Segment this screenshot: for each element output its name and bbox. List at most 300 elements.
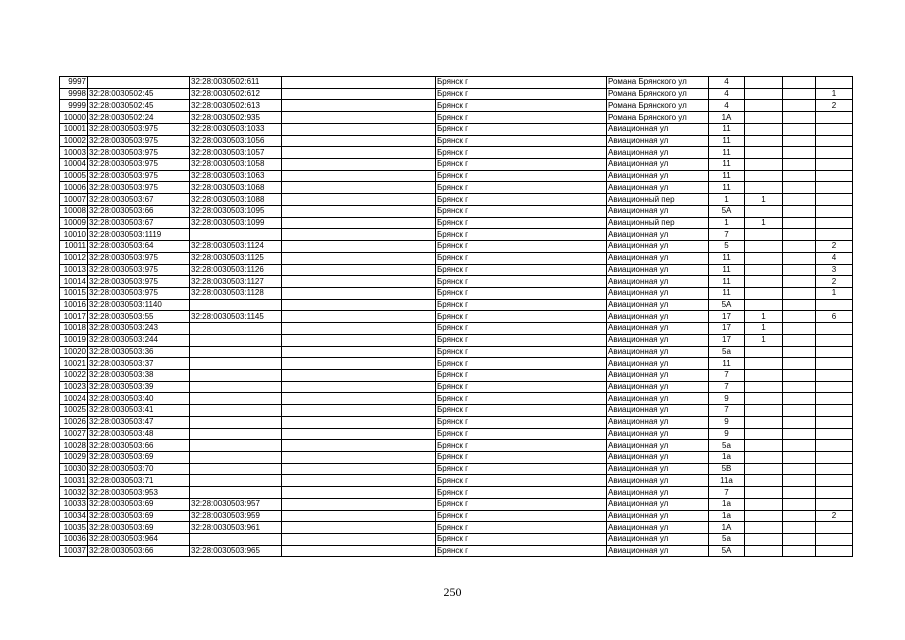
table-row [60,276,853,288]
corpus-cell [745,287,783,299]
street-cell: Авиационная ул [607,241,709,253]
corpus-cell [745,241,783,253]
table-row [60,534,853,546]
land-cadastral-cell: 32:28:0030503:69 [88,452,190,464]
house-cell: 5А [709,545,745,557]
row-number-cell: 10004 [60,159,88,171]
empty-cell [783,123,816,135]
corpus-cell [745,182,783,194]
city-cell: Брянск г [436,475,607,487]
street-cell: Авиационный пер [607,217,709,229]
corpus-cell [745,112,783,124]
corpus-cell [745,264,783,276]
street-cell: Романа Брянского ул [607,112,709,124]
street-cell: Авиационная ул [607,475,709,487]
land-cadastral-cell: 32:28:0030503:975 [88,264,190,276]
empty-cell [282,100,436,112]
empty-cell [282,123,436,135]
street-cell: Авиационная ул [607,311,709,323]
land-cadastral-cell: 32:28:0030503:1119 [88,229,190,241]
building-cadastral-cell: 32:28:0030503:1063 [190,170,282,182]
city-cell: Брянск г [436,534,607,546]
row-number-cell: 10012 [60,252,88,264]
empty-cell [282,323,436,335]
land-cadastral-cell: 32:28:0030503:66 [88,545,190,557]
row-number-cell: 10017 [60,311,88,323]
land-cadastral-cell: 32:28:0030503:975 [88,252,190,264]
cadastral-table [59,76,853,557]
apartment-cell [816,159,853,171]
empty-cell [783,405,816,417]
row-number-cell: 10034 [60,510,88,522]
building-cadastral-cell [190,381,282,393]
empty-cell [783,311,816,323]
empty-cell [783,510,816,522]
empty-cell [783,428,816,440]
empty-cell [783,276,816,288]
row-number-cell: 10032 [60,487,88,499]
street-cell: Авиационная ул [607,135,709,147]
corpus-cell [745,170,783,182]
land-cadastral-cell: 32:28:0030502:45 [88,88,190,100]
empty-cell [282,252,436,264]
city-cell: Брянск г [436,369,607,381]
row-number-cell: 10014 [60,276,88,288]
empty-cell [282,276,436,288]
city-cell: Брянск г [436,159,607,171]
table-row [60,205,853,217]
table-row [60,123,853,135]
empty-cell [783,381,816,393]
building-cadastral-cell [190,369,282,381]
row-number-cell: 10003 [60,147,88,159]
land-cadastral-cell: 32:28:0030503:67 [88,217,190,229]
empty-cell [783,217,816,229]
corpus-cell: 1 [745,194,783,206]
city-cell: Брянск г [436,241,607,253]
house-cell: 11 [709,276,745,288]
building-cadastral-cell [190,323,282,335]
row-number-cell: 10031 [60,475,88,487]
street-cell: Авиационная ул [607,487,709,499]
city-cell: Брянск г [436,405,607,417]
empty-cell [282,217,436,229]
house-cell: 11 [709,287,745,299]
street-cell: Авиационная ул [607,287,709,299]
row-number-cell: 10027 [60,428,88,440]
row-number-cell: 9999 [60,100,88,112]
row-number-cell: 10009 [60,217,88,229]
empty-cell [282,264,436,276]
city-cell: Брянск г [436,498,607,510]
corpus-cell [745,299,783,311]
street-cell: Авиационная ул [607,393,709,405]
land-cadastral-cell: 32:28:0030503:41 [88,405,190,417]
row-number-cell: 10019 [60,334,88,346]
land-cadastral-cell: 32:28:0030502:24 [88,112,190,124]
land-cadastral-cell: 32:28:0030503:975 [88,182,190,194]
house-cell: 1а [709,510,745,522]
land-cadastral-cell: 32:28:0030503:975 [88,287,190,299]
building-cadastral-cell [190,475,282,487]
empty-cell [282,475,436,487]
house-cell: 4 [709,77,745,89]
land-cadastral-cell: 32:28:0030503:975 [88,135,190,147]
apartment-cell [816,358,853,370]
empty-cell [282,170,436,182]
apartment-cell [816,123,853,135]
city-cell: Брянск г [436,487,607,499]
corpus-cell [745,393,783,405]
empty-cell [282,369,436,381]
empty-cell [783,358,816,370]
house-cell: 17 [709,311,745,323]
table-row [60,323,853,335]
row-number-cell: 10018 [60,323,88,335]
corpus-cell [745,100,783,112]
row-number-cell: 10037 [60,545,88,557]
row-number-cell: 10013 [60,264,88,276]
city-cell: Брянск г [436,123,607,135]
city-cell: Брянск г [436,182,607,194]
city-cell: Брянск г [436,77,607,89]
land-cadastral-cell: 32:28:0030503:38 [88,369,190,381]
corpus-cell [745,369,783,381]
apartment-cell: 2 [816,510,853,522]
apartment-cell [816,369,853,381]
apartment-cell [816,77,853,89]
table-row [60,440,853,452]
empty-cell [282,311,436,323]
row-number-cell: 10028 [60,440,88,452]
row-number-cell: 10029 [60,452,88,464]
table-row [60,287,853,299]
city-cell: Брянск г [436,545,607,557]
empty-cell [282,88,436,100]
row-number-cell: 9998 [60,88,88,100]
building-cadastral-cell: 32:28:0030503:959 [190,510,282,522]
building-cadastral-cell [190,346,282,358]
house-cell: 4 [709,100,745,112]
land-cadastral-cell: 32:28:0030503:975 [88,276,190,288]
empty-cell [783,545,816,557]
street-cell: Авиационный пер [607,194,709,206]
row-number-cell: 10005 [60,170,88,182]
street-cell: Авиационная ул [607,323,709,335]
empty-cell [783,393,816,405]
table-row [60,135,853,147]
building-cadastral-cell: 32:28:0030503:961 [190,522,282,534]
empty-cell [282,77,436,89]
apartment-cell: 2 [816,100,853,112]
row-number-cell: 10022 [60,369,88,381]
house-cell: 9 [709,428,745,440]
corpus-cell [745,88,783,100]
table-row [60,252,853,264]
table-row [60,475,853,487]
apartment-cell [816,112,853,124]
house-cell: 1а [709,498,745,510]
corpus-cell [745,147,783,159]
row-number-cell: 10024 [60,393,88,405]
row-number-cell: 10026 [60,416,88,428]
table-body [60,77,853,557]
city-cell: Брянск г [436,299,607,311]
house-cell: 5а [709,534,745,546]
house-cell: 1 [709,194,745,206]
corpus-cell [745,428,783,440]
building-cadastral-cell: 32:28:0030503:1056 [190,135,282,147]
city-cell: Брянск г [436,88,607,100]
city-cell: Брянск г [436,393,607,405]
land-cadastral-cell: 32:28:0030503:69 [88,510,190,522]
apartment-cell: 1 [816,287,853,299]
empty-cell [783,159,816,171]
empty-cell [783,112,816,124]
page-number: 250 [443,585,462,599]
house-cell: 5В [709,463,745,475]
empty-cell [783,299,816,311]
apartment-cell [816,205,853,217]
street-cell: Авиационная ул [607,534,709,546]
table-row [60,428,853,440]
city-cell: Брянск г [436,205,607,217]
street-cell: Авиационная ул [607,381,709,393]
corpus-cell [745,381,783,393]
empty-cell [282,381,436,393]
house-cell: 17 [709,323,745,335]
table-row [60,159,853,171]
building-cadastral-cell: 32:28:0030502:612 [190,88,282,100]
street-cell: Авиационная ул [607,452,709,464]
building-cadastral-cell: 32:28:0030503:1099 [190,217,282,229]
empty-cell [282,147,436,159]
city-cell: Брянск г [436,416,607,428]
empty-cell [783,369,816,381]
street-cell: Романа Брянского ул [607,77,709,89]
empty-cell [783,264,816,276]
corpus-cell [745,229,783,241]
empty-cell [783,498,816,510]
building-cadastral-cell [190,534,282,546]
row-number-cell: 10010 [60,229,88,241]
corpus-cell [745,276,783,288]
apartment-cell [816,498,853,510]
apartment-cell [816,182,853,194]
row-number-cell: 10000 [60,112,88,124]
corpus-cell [745,452,783,464]
city-cell: Брянск г [436,135,607,147]
apartment-cell [816,452,853,464]
empty-cell [783,229,816,241]
city-cell: Брянск г [436,276,607,288]
land-cadastral-cell: 32:28:0030503:39 [88,381,190,393]
empty-cell [282,463,436,475]
building-cadastral-cell [190,334,282,346]
city-cell: Брянск г [436,100,607,112]
corpus-cell [745,358,783,370]
house-cell: 7 [709,487,745,499]
corpus-cell [745,545,783,557]
building-cadastral-cell: 32:28:0030503:1057 [190,147,282,159]
empty-cell [282,229,436,241]
empty-cell [282,498,436,510]
apartment-cell [816,299,853,311]
empty-cell [783,170,816,182]
corpus-cell [745,135,783,147]
empty-cell [783,241,816,253]
land-cadastral-cell: 32:28:0030503:71 [88,475,190,487]
city-cell: Брянск г [436,510,607,522]
corpus-cell: 1 [745,334,783,346]
table-row [60,299,853,311]
table-row [60,264,853,276]
land-cadastral-cell: 32:28:0030503:66 [88,440,190,452]
street-cell: Авиационная ул [607,147,709,159]
street-cell: Авиационная ул [607,252,709,264]
table-row [60,311,853,323]
empty-cell [282,299,436,311]
table-row [60,182,853,194]
building-cadastral-cell: 32:28:0030502:935 [190,112,282,124]
empty-cell [783,323,816,335]
city-cell: Брянск г [436,170,607,182]
apartment-cell [816,381,853,393]
building-cadastral-cell: 32:28:0030503:1088 [190,194,282,206]
house-cell: 5А [709,205,745,217]
table-row [60,405,853,417]
house-cell: 7 [709,229,745,241]
table-row [60,194,853,206]
building-cadastral-cell: 32:28:0030503:1145 [190,311,282,323]
apartment-cell: 1 [816,88,853,100]
empty-cell [282,440,436,452]
apartment-cell: 6 [816,311,853,323]
building-cadastral-cell: 32:28:0030503:1127 [190,276,282,288]
city-cell: Брянск г [436,346,607,358]
building-cadastral-cell: 32:28:0030503:1068 [190,182,282,194]
empty-cell [783,487,816,499]
row-number-cell: 10002 [60,135,88,147]
empty-cell [783,475,816,487]
empty-cell [282,159,436,171]
apartment-cell [816,534,853,546]
table-row [60,88,853,100]
building-cadastral-cell [190,416,282,428]
land-cadastral-cell: 32:28:0030503:964 [88,534,190,546]
empty-cell [282,452,436,464]
house-cell: 9 [709,416,745,428]
corpus-cell: 1 [745,217,783,229]
land-cadastral-cell: 32:28:0030503:953 [88,487,190,499]
table-row [60,170,853,182]
table-row [60,112,853,124]
street-cell: Авиационная ул [607,229,709,241]
city-cell: Брянск г [436,463,607,475]
house-cell: 11 [709,147,745,159]
empty-cell [783,88,816,100]
corpus-cell: 1 [745,323,783,335]
city-cell: Брянск г [436,428,607,440]
house-cell: 5а [709,440,745,452]
building-cadastral-cell: 32:28:0030503:1128 [190,287,282,299]
apartment-cell [816,217,853,229]
apartment-cell [816,346,853,358]
house-cell: 7 [709,369,745,381]
land-cadastral-cell: 32:28:0030503:243 [88,323,190,335]
house-cell: 11 [709,135,745,147]
corpus-cell [745,534,783,546]
table-row [60,217,853,229]
empty-cell [282,405,436,417]
house-cell: 11 [709,123,745,135]
land-cadastral-cell: 32:28:0030503:47 [88,416,190,428]
apartment-cell [816,229,853,241]
apartment-cell [816,440,853,452]
street-cell: Романа Брянского ул [607,88,709,100]
corpus-cell [745,123,783,135]
land-cadastral-cell: 32:28:0030503:36 [88,346,190,358]
house-cell: 11а [709,475,745,487]
corpus-cell [745,346,783,358]
street-cell: Авиационная ул [607,346,709,358]
land-cadastral-cell: 32:28:0030503:975 [88,123,190,135]
table-row [60,510,853,522]
house-cell: 11 [709,264,745,276]
land-cadastral-cell: 32:28:0030503:69 [88,498,190,510]
table-row [60,545,853,557]
building-cadastral-cell: 32:28:0030502:611 [190,77,282,89]
table-row [60,77,853,89]
empty-cell [783,252,816,264]
table-row [60,452,853,464]
empty-cell [282,522,436,534]
house-cell: 4 [709,88,745,100]
apartment-cell [816,194,853,206]
house-cell: 11 [709,170,745,182]
row-number-cell: 10007 [60,194,88,206]
table-row [60,393,853,405]
empty-cell [282,510,436,522]
street-cell: Авиационная ул [607,299,709,311]
land-cadastral-cell: 32:28:0030503:55 [88,311,190,323]
apartment-cell: 4 [816,252,853,264]
empty-cell [783,287,816,299]
city-cell: Брянск г [436,217,607,229]
corpus-cell [745,440,783,452]
empty-cell [282,241,436,253]
city-cell: Брянск г [436,252,607,264]
apartment-cell: 2 [816,276,853,288]
table-row [60,100,853,112]
empty-cell [282,346,436,358]
corpus-cell [745,159,783,171]
empty-cell [783,147,816,159]
row-number-cell: 10021 [60,358,88,370]
city-cell: Брянск г [436,229,607,241]
street-cell: Авиационная ул [607,123,709,135]
corpus-cell [745,487,783,499]
corpus-cell [745,498,783,510]
building-cadastral-cell: 32:28:0030503:965 [190,545,282,557]
empty-cell [282,135,436,147]
house-cell: 11 [709,159,745,171]
house-cell: 7 [709,405,745,417]
city-cell: Брянск г [436,381,607,393]
building-cadastral-cell: 32:28:0030503:1033 [190,123,282,135]
land-cadastral-cell: 32:28:0030503:69 [88,522,190,534]
empty-cell [783,534,816,546]
